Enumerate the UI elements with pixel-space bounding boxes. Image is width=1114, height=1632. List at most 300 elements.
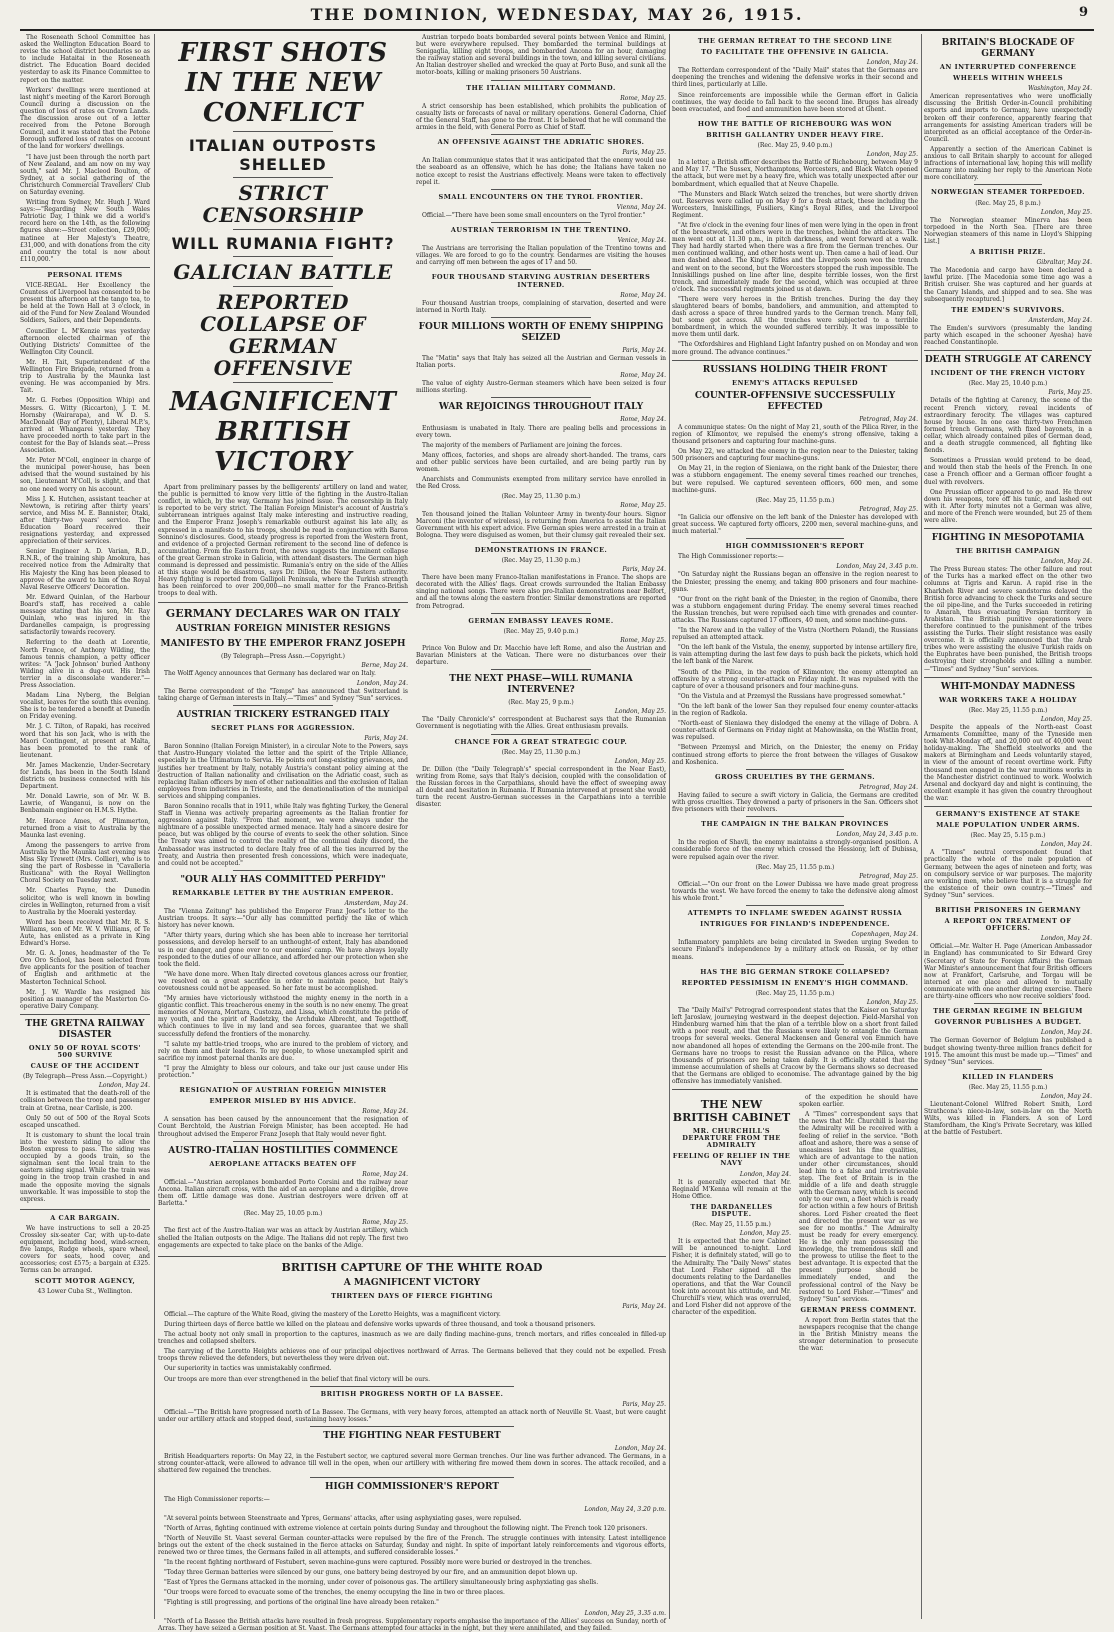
article-paragraph: "I pray the Almighty to bless our colours, and take our just cause under His protection." <box>158 1064 408 1079</box>
article-paragraph: "North-east of Sieniawa they dislodged the enemy at the village of Dobra. A counter-attack of Germans on Friday night at Mahowinska, on the Wistlin front, was repulsed. <box>672 720 918 742</box>
divider <box>491 269 591 270</box>
article-paragraph: Mr. Donald Lawrie, son of Mr. W. B. Lawrie, of Wanganui, is now on the Benbamain engineer on H.M.S. Hythe. <box>20 793 150 815</box>
article-paragraph: Among the passengers to arrive from Australia by the Maunka last evening was Miss Sky Trewett (Mrs. Collier), who is to sing the part of Rosbesse in "Cavalleria Rusticana" with the Royal Wellington Choral Society on Tuesday next. <box>20 841 150 885</box>
dateline: London, May 24. <box>1040 558 1092 566</box>
divider <box>491 317 591 318</box>
received-line: (Rec. May 25, 11.30 p.m.) <box>501 748 581 756</box>
divider <box>672 1089 918 1090</box>
article-paragraph: American representatives who were unofficially discussing the British Order-in-Council prohibiting exports and imports to Germany, have unexpectedly broken off their conference, apparently fearing that arrangements for assisting American traders will be interpreted as an official acceptance of the Order-in-Council. <box>924 93 1092 143</box>
article-paragraph: In the region of Shavli, the enemy maintains a strongly-organised position. A considerable force of the enemy which crossed the Hessiony, left of Dubissa, were repulsed again over the river. <box>672 839 918 861</box>
masthead <box>20 3 1094 31</box>
article-paragraph: Ten thousand joined the Italian Volunteer Army in twenty-four hours. Signor Marconi (the inventor of wireless), is returning from America to assist the Italian Government with his expert advice. Five German spies were arrested in a train at Bologna. They were disguised as women, but their clumsy gait revealed their sex. <box>416 510 666 539</box>
article-paragraph: Mr. G. A. Jones, headmaster of the Te Oro Oro School, has been selected from five applicants for the position of teacher of English and arithmetic at the Masterton Technical School. <box>20 950 150 986</box>
divider <box>233 382 333 383</box>
article-paragraph: It is customary to shunt the local train into the western siding to allow the Boston express to pass. The siding was occupied by a goods train, so the signalman sent the local train to the eastern siding signal. While the train was going in the troop train crashed in and made the opposite moving the signals unworkable. It was impossible to stop the express. <box>20 1131 150 1203</box>
received-line: (Rec. May 25, 11.55 p.m.) <box>692 1221 771 1229</box>
subhead-relief: FEELING OF RELIEF IN THE NAVY <box>672 1152 791 1168</box>
article-paragraph: Having failed to secure a swift victory in Galicia, the Germans are credited with gross cruelties. They drowned a party of prisoners in the San. Officers shot five prisoners with their revolvers. <box>672 791 918 814</box>
article-paragraph: One Prussian officer appeared to go mad. He threw down his weapons, tore off his tunic, and lashed out with it. After forty minutes not a German was alive, and more of the French were wounded, but 25 of them were alive. <box>924 488 1092 524</box>
subhead-pessimism: REPORTED PESSIMISM IN ENEMY'S HIGH COMMAND. <box>681 978 909 987</box>
article-paragraph: Apparently a section of the American Cabinet is anxious to call Britain sharply to account for alleged infractions of international law, hoping this will mollify Germany into making her reply to the American Note more conciliatory. <box>924 145 1092 182</box>
headline-white-road: BRITISH CAPTURE OF THE WHITE ROAD <box>281 1260 543 1274</box>
article-paragraph: A report from Berlin states that the newspapers recognise that the change in the British Ministry means the stronger determination to prosecute the war. <box>799 1316 918 1353</box>
article-paragraph: "North of La Bassee the British attacks have resulted in fresh progress. Supplementary reports emphasise the importance of the Allies' success on Sunday, north of Arras. They have seized a German position at St. Vaast. The Germans attempted four attacks in the night, but they were annihilated, and they failed. <box>158 1617 666 1632</box>
dateline: Venice, May 24. <box>617 237 666 245</box>
headline-next-phase: THE NEXT PHASE—WILL RUMANIA INTERVENE? <box>449 674 633 696</box>
dateline: Rome, May 25. <box>362 1219 408 1227</box>
divider <box>924 806 1092 807</box>
headline-minister-resigns: AUSTRIAN FOREIGN MINISTER RESIGNS <box>175 623 391 634</box>
divider <box>20 1014 150 1015</box>
article-paragraph: of the expedition he should have spoken earlier. <box>799 1094 918 1109</box>
article-paragraph: The majority of the members of Parliament are joining the forces. <box>422 441 623 449</box>
dateline: London, May 24. <box>356 679 408 687</box>
article-paragraph: "In the recent fighting northward of Festubert, seven machine-guns were captured. Possibly more were buried or destroyed in the trenches. <box>164 1559 592 1567</box>
received-line: (Rec. May 25, 11.30 p.m.) <box>501 493 581 501</box>
dateline: Rome, May 25. <box>620 94 666 102</box>
dateline: London, May 24. <box>1040 1029 1092 1037</box>
dateline: Rome, May 25. <box>620 636 666 644</box>
subhead-press-comment: GERMAN PRESS COMMENT. <box>800 1305 917 1314</box>
article-paragraph: "On the left bank of the Vistula, the enemy, supported by intense artillery fire, is vain attempting during the last few days to push back the pickets, which hold the left bank of the Narew. <box>672 644 918 666</box>
dateline: London, May 25. <box>614 708 666 716</box>
received-line: (Rec. May 25, 9.40 p.m.) <box>757 142 833 150</box>
headline-galician: GALICIAN BATTLE <box>173 260 393 284</box>
article-paragraph: Enthusiasm is unabated in Italy. There are pealing bells and processions in every town. <box>416 424 666 439</box>
headline-magnificent-victory: A MAGNIFICENT VICTORY <box>343 1277 481 1288</box>
dateline: London, May 25. <box>614 757 666 765</box>
dateline: Paris, May 24. <box>622 1302 666 1310</box>
headline-sweden: ATTEMPTS TO INFLAME SWEDEN AGAINST RUSSIA <box>687 909 903 918</box>
headline-manifesto: MANIFESTO BY THE EMPEROR FRANZ JOSEPH <box>160 638 406 649</box>
subhead-wheels: WHEELS WITHIN WHEELS <box>952 74 1064 83</box>
subhead-dardanelles: THE DARDANELLES DISPUTE. <box>690 1202 773 1218</box>
headline-rumania: WILL RUMANIA FIGHT? <box>171 234 395 253</box>
received-line: (Rec. May 25, 11.55 p.m.) <box>968 1083 1048 1091</box>
divider <box>974 902 1041 903</box>
article-paragraph: Mr. H. Tait, Superintendent of the Wellington Fire Brigade, returned from a trip to Australia by the Maunka last evening. He was accompanied by Mrs. Tait. <box>20 358 150 395</box>
subhead-cause: CAUSE OF THE ACCIDENT <box>30 1062 140 1071</box>
article-paragraph: "On the Vistula and at Przemysl the Russians have progressed somewhat." <box>678 692 906 700</box>
received-line: (Rec. May 25, 11.55 p.m.) <box>755 989 835 997</box>
subhead-secret-plans: SECRET PLANS FOR AGGRESSION. <box>211 724 355 733</box>
divider <box>233 705 333 706</box>
subhead-gretna: ONLY 50 OF ROYAL SCOTS' 500 SURVIVE <box>28 1043 142 1059</box>
dateline: Berne, May 24. <box>361 661 408 669</box>
divider <box>233 229 333 230</box>
article-paragraph: Official.—"There have been some small encounters on the Tyrol frontier." <box>422 211 646 219</box>
article-paragraph: On May 22, we attacked the enemy in the region near to the Dniester, taking 500 prisoners and capturing four machine-guns. <box>672 448 918 463</box>
article-paragraph: A "Times" neutral correspondent found that practically the whole of the male population of Germany, between the ages of nineteen and forty, was on compulsory service or war purposes. The majority are working men, who believe that it is a struggle for the existence of their own country.—"Times" and Sydney "Sun" services. <box>924 849 1092 899</box>
article-paragraph: The actual booty not only small in proportion to the captures, inasmuch as we are daily finding machine-guns, trench mortars, and rifles concealed in filled-up trenches and collapsed shelters. <box>158 1331 666 1346</box>
article-paragraph: "In the Narew and in the valley of the Vistra (Northern Poland), the Russians repulsed an attempted attack. <box>672 627 918 642</box>
divider <box>491 222 591 223</box>
article-paragraph: "At five o'clock in the evening four lines of men were lying in the open in front of the breastwork, and others were in the trenches, behind the attackers. The men went out at 11.30 p.m., in pitch darkness, and went forward at a walk. They had hardly started when there was a fire from the German trenches. Our men continued walking, and other hosts went up. Then came a hail of lead. Our men dashed ahead. The King's Rifles and the Liverpools soon won the trench and went on to the second, but the Worcesters stopped the rush impossible. The Inniskillings pushed on line after line, despite terrible losses, won the first trench, and immediately made for the second, which was occupied at three o'clock. The successful regiments joined us at dawn. <box>672 221 918 293</box>
received-line: (Rec. May 25, 5.15 p.m.) <box>970 832 1046 840</box>
article-paragraph: The Norwegian steamer Minerva has been torpedoed in the North Sea. [There are three Norwegian steamers of this name in Lloyd's Shipping List.] <box>924 216 1092 245</box>
headline-command: THE ITALIAN MILITARY COMMAND. <box>466 83 616 92</box>
article-paragraph: Official.—"The British have progressed north of La Bassee. The Germans, with very heavy forces, attempted an attack north of Neuville St. Vaast, but were caught under our artillery attack and stopped dead, sustaining heavy losses." <box>158 1408 666 1423</box>
article-paragraph: During thirteen days of fierce battle we killed on the plateau and defensive works upwards of three thousand, and took a thousand prisoners. <box>164 1320 596 1328</box>
dateline: Rome, May 25. <box>620 502 666 510</box>
dateline: Rome, May 24. <box>620 291 666 299</box>
headline-la-bassee: BRITISH PROGRESS NORTH OF LA BASSEE. <box>320 1389 504 1398</box>
headline-resignation: RESIGNATION OF AUSTRIAN FOREIGN MINISTER <box>179 1086 387 1095</box>
article-paragraph: Writing from Sydney, Mr. Hugh J. Ward says:—"Regarding New South Wales Patriotic Day, I think we did a world's record here on the 14th, as the following figures show:—Street collection, £29,000; matinee at Her Majesty's Theatre, £31,000, and with donations from the city and country the total is now about £110,000." <box>20 199 150 263</box>
article-paragraph: Mr. J. C. Tilton, of Rapaki, has received word that his son Jack, who is with the Maori Contingent, at present at Malta, has been promoted to the rank of lieutenant. <box>20 723 150 759</box>
subhead-aeroplane: AEROPLANE ATTACKS BEATEN OFF <box>209 1159 357 1168</box>
article-paragraph: "I salute my battle-tried troops, who are inured to the problem of victory, and rely on them and their leaders. To my people, to whose unexampled spirit and sacrifice my inmost paternal thanks are due. <box>158 1040 408 1062</box>
article-paragraph: Only 50 out of 500 of the Royal Scots escaped unscathed. <box>20 1114 150 1129</box>
divider <box>746 905 844 906</box>
subhead-facilitate: TO FACILITATE THE OFFENSIVE IN GALICIA. <box>701 48 889 57</box>
article-paragraph: It is generally expected that Mr. Reginald M'Kenna will remain at the Home Office. <box>672 1178 791 1200</box>
ad-headline: A CAR BARGAIN. <box>50 1213 120 1222</box>
column-1 <box>20 34 150 1619</box>
article-paragraph: "Fighting is still progressing, and portions of the original line have already been retaken." <box>164 1599 439 1607</box>
article-paragraph: The High Commissioner reports:— <box>164 1496 270 1504</box>
article-paragraph: In a letter, a British officer describes the Battle of Richebourg, between May 9 and May 17. "The Sussex, Northamptons, Worcesters, and Black Watch opened the attack, but were met by a heavy fire, which was totally unexpected after our bombardment, which equalled that at Neuve Chapelle. <box>672 159 918 188</box>
article-paragraph: Workers' dwellings were mentioned at last night's meeting of the Karori Borough Council during a discussion on the question of loss of rates on Crown Lands. The discussion arose out of a letter received from the Petone Borough Council, and it was stated that the Petone Borough suffered loss of rates on account of the land for workers' dwellings. <box>20 86 150 151</box>
received-line: (Rec. May 25, 10.05 p.m.) <box>243 1210 323 1218</box>
headline-collapse: REPORTED COLLAPSE OF GERMAN OFFENSIVE <box>200 290 366 380</box>
dateline: Paris, May 24. <box>622 346 666 354</box>
advertisement <box>20 1209 150 1295</box>
article-paragraph: "Our front on the right bank of the Dniester, in the region of Gnomiba, there was a stubborn engagement during Friday. The enemy several times reached the Russian trenches, but were repulsed each time with grenades and counter-attacks. The Russians captured 17 officers, 40 men, and some machine-guns. <box>672 595 918 624</box>
dateline: Petrograd, May 24. <box>859 783 918 791</box>
divider <box>746 769 844 770</box>
divider <box>924 350 1092 351</box>
dateline: London, May 24. <box>98 1082 150 1090</box>
divider <box>491 134 591 135</box>
article-paragraph: Details of the fighting at Carency, the scene of the recent French victory, reveal incidents of extraordinary ferocity. The villages was captured house by house. In one case thirty-two Frenchmen formed trench Germans, with fixed bayonets, in a cellar, which already contained piles of German dead, and a death struggle commenced, all fighting like fiends. <box>924 397 1092 455</box>
headline-strategic-coup: CHANCE FOR A GREAT STRATEGIC COUP. <box>454 737 628 746</box>
divider <box>233 1141 333 1142</box>
received-line: (Rec. May 25, 11.55 p.m.) <box>755 863 835 871</box>
headline-high-commissioner: HIGH COMMISSIONER'S REPORT <box>325 1482 499 1493</box>
article-paragraph: The "Matin" says that Italy has seized all the Austrian and German vessels in Italian ports. <box>416 355 666 370</box>
divider <box>924 677 1092 678</box>
dateline: London, May 25. <box>866 151 918 159</box>
headline-flanders: KILLED IN FLANDERS <box>962 1072 1054 1081</box>
received-line: (Rec. May 25, 9 p.m.) <box>508 699 574 707</box>
article-paragraph: The value of eighty Austro-German steamers which have been seized is four millions sterling. <box>416 380 666 395</box>
article-paragraph: The Austrians are terrorising the Italian population of the Trentino towns and villages. We are forced to go to the country. Gendarmes are visiting the houses and carrying off men between the ages of 17 and 50. <box>416 245 666 267</box>
dateline: London, May 24, 3.20 p.m. <box>584 1506 666 1514</box>
headline-personal-items: PERSONAL ITEMS <box>47 270 123 279</box>
headline-shipping: FOUR MILLIONS WORTH OF ENEMY SHIPPING SEIZED <box>418 321 664 343</box>
article-paragraph: Official.—Mr. Walter H. Page (American Ambassador in England) has communicated to Sir Edward Grey (Secretary of State for Foreign Affairs) the German War Minister's announcement that four British officers now at Frankfort, Carlsruhe, and Torgau will be interned at one place and allowed to mutually communicate with one another during exercise. There are thirty-nine officers who now receive soldiers' food. <box>924 943 1092 1001</box>
credit-line: (By Telegraph—Press Assn.—Copyright.) <box>23 1073 147 1081</box>
headline-trickery: AUSTRIAN TRICKERY ESTRANGED ITALY <box>176 710 390 721</box>
article-paragraph: "East of Ypres the Germans attacked in the morning, under cover of poisonous gas. The artillery simultaneously bring asphyxiating gas shells. <box>164 1579 599 1587</box>
divider <box>746 964 844 965</box>
article-paragraph: "At several points between Steenstraate and Ypres, Germans' attacks, after using asphyxiating gases, were repulsed. <box>164 1514 522 1522</box>
dateline: London, May 25, 3.35 a.m. <box>584 1609 666 1617</box>
column-divider <box>154 34 155 1619</box>
article-paragraph: "In Galicia our offensive on the left bank of the Dniester has developed with great success. We captured forty officers, 2200 men, several machine-guns, and much material." <box>672 513 918 536</box>
dateline: Paris, May 25. <box>622 149 666 157</box>
headline-embassy: GERMAN EMBASSY LEAVES ROME. <box>468 616 614 625</box>
headline-high-commissioner-2: HIGH COMMISSIONER'S REPORT <box>725 542 865 551</box>
article-paragraph: Mr. Peter M'Coll, engineer in charge of the municipal power-house, has been advised that the wound sustained by his son, Lieutenant M'Coll, is slight, and that no one need worry on his account. <box>20 457 150 493</box>
divider <box>672 360 918 361</box>
dateline: Copenhagen, May 24. <box>851 931 918 939</box>
divider <box>491 734 591 735</box>
column-2-top <box>158 34 666 1252</box>
dateline: Rome, May 24. <box>620 372 666 380</box>
subhead-male-population: MALE POPULATION UNDER ARMS. <box>936 821 1080 830</box>
headline-outposts: ITALIAN OUTPOSTS SHELLED <box>188 136 378 174</box>
article-paragraph: The Wolff Agency announces that Germany has declared war on Italy. <box>164 669 376 677</box>
article-paragraph: On May 21, in the region of Sieniawa, on the right bank of the Dniester, there was a stubborn engagement. The enemy several times reached our trenches, but were repulsed. We captured seventeen officers, 600 men, and some machine-guns. <box>672 465 918 494</box>
column-3 <box>672 34 918 1619</box>
divider <box>233 256 333 257</box>
headline-adriatic: AN OFFENSIVE AGAINST THE ADRIATIC SHORES. <box>437 138 645 147</box>
headline-carency: DEATH STRUGGLE AT CARENCY <box>924 355 1092 366</box>
article-paragraph: "After thirty years, during which she has been able to increase her territorial possessions, and develop herself to an unthought-of extent, Italy has abandoned us in our danger, and gone over to our enemies' camp. We have always loyally responded to the duties of our alliance, and afforded her our protection when she took the field. <box>158 932 408 968</box>
headline-whit-monday: WHIT-MONDAY MADNESS <box>940 681 1076 692</box>
headline-richebourg: HOW THE BATTLE OF RICHEBOURG WAS WON <box>697 119 893 128</box>
dateline: London, May 24, 3.45 p.m. <box>836 831 918 839</box>
dateline: Petrograd, May 25. <box>859 872 918 880</box>
headline-prisoners: BRITISH PRISONERS IN GERMANY <box>935 906 1081 914</box>
article-paragraph: An Italian communique states that it was anticipated that the enemy would use the seaboard as an offensive, which he has done; the Italians have taken no notice except to resist the Austrians effectively. Means were taken to effectively repel it. <box>416 157 666 186</box>
subhead-campaign: THE BRITISH CAMPAIGN <box>955 547 1061 556</box>
dateline: Petrograd, May 25. <box>859 505 918 513</box>
headline-demonstrations: DEMONSTRATIONS IN FRANCE. <box>474 545 608 554</box>
subhead-budget: GOVERNOR PUBLISHES A BUDGET. <box>934 1018 1082 1027</box>
article-paragraph: "On the left bank of the lower San they repulsed four enemy counter-attacks in the region of Radkola. <box>672 702 918 718</box>
subhead-churchill: MR. CHURCHILL'S DEPARTURE FROM THE ADMIRALTY <box>682 1127 781 1150</box>
article-paragraph: Since reinforcements are impossible while the German effort in Galicia continues, the way decide to fall back to the second line. Bruges has already been evacuated, and food and ammunition have been stored at Ghent. <box>672 91 918 113</box>
headline-emden: THE EMDEN'S SURVIVORS. <box>951 305 1065 314</box>
dateline: Paris, May 24. <box>364 735 408 743</box>
article-paragraph: It is estimated that the death-roll of the collision between the troop and passenger train at Gretna, near Carlisle, is 200. <box>20 1090 150 1112</box>
article-paragraph: Councillor L. M'Kenzie was yesterday afternoon elected chairman of the Outlying Districts' Committee of the Wellington City Council. <box>20 327 150 356</box>
headline-russians: RUSSIANS HOLDING THEIR FRONT <box>702 364 888 375</box>
article-paragraph: A communique states: On the night of May 21, south of the Pilica River, in the region of Klimontov, we repulsed the enemy's strong offensive, taking a thousand prisoners and capturing four machine-guns. <box>672 423 918 446</box>
article-paragraph: "North of Arras, fighting continued with extreme violence at certain points during Sunday and throughout the following night. The French took 120 prisoners. <box>164 1524 648 1532</box>
dateline: Vienna, May 24. <box>616 203 666 211</box>
headline-regime: THE GERMAN REGIME IN BELGIUM <box>933 1007 1083 1016</box>
subhead-treatment: A REPORT ON TREATMENT OF OFFICERS. <box>944 917 1072 933</box>
dateline: London, May 24. <box>1040 1092 1092 1100</box>
column-4 <box>924 34 1092 1619</box>
article-paragraph: "We have done more. When Italy directed covetous glances across our frontier, we resolved on a great sacrifice in order to maintain peace, but Italy's covetousness could not be appeased. So her fate must be accomplished. <box>158 970 408 992</box>
divider <box>158 1256 666 1257</box>
divider <box>491 397 591 398</box>
headline-counter-offensive: COUNTER-OFFENSIVE SUCCESSFULLY EFFECTED <box>694 390 896 412</box>
article-paragraph: Mr. Charles Payne, the Dunedin solicitor, who is well known in bowling circles in Wellington, returned from a visit to Australia by the Moeraki yesterday. <box>20 887 150 916</box>
divider <box>233 480 333 481</box>
article-paragraph: Austrian torpedo boats bombarded several points between Venice and Rimini, but were everywhere repulsed. They bombarded the terminal buildings at Senigaglia, killing eight troops, and bombarded Ancona for an hour, damaging the railway station and several buildings in the town, and killing several civilians. An Italian destroyer shelled and wrecked the quay at Porto Buso, and sunk all the motor-boats, killing or making prisoners 50 Austrians. <box>416 34 666 77</box>
dateline: Paris, May 25. <box>1048 389 1092 397</box>
dateline: London, May 25. <box>739 1230 791 1238</box>
article-paragraph: Dr. Dillon (the "Daily Telegraph's" special correspondent in the Near East), writing from Rome, says that Italy's decision, coupled with the consolidation of the Russian forces in the Carpathians, should have the effect of sweeping away all doubt and hesitation in Rumania. If Rumania intervened at present she would turn the recent Austro-German successes in the Carpathians into a terrible disaster. <box>416 765 666 809</box>
credit-line: (By Telegraph—Press Assn.—Copyright.) <box>221 652 345 660</box>
article-paragraph: "Between Przemysl and Mirich, on the Dniester, the enemy on Friday continued strong efforts to pierce the front between the villages of Gusakow and Koshenica. <box>672 744 918 766</box>
banner-headline: FIRST SHOTS IN THE NEW CONFLICT <box>178 38 388 128</box>
dateline: Amsterdam, May 24. <box>344 899 408 907</box>
divider <box>746 538 844 539</box>
headline-gretna: THE GRETNA RAILWAY DISASTER <box>25 1018 145 1040</box>
dateline: London, May 25. <box>1040 208 1092 216</box>
article-paragraph: Many offices, factories, and shops are already short-handed. The trams, cars and other public services have been curtailed, and are being partly run by women. <box>416 451 666 474</box>
divider <box>233 131 333 132</box>
headline-mesopotamia: FIGHTING IN MESOPOTAMIA <box>931 533 1085 544</box>
masthead-title: THE DOMINION, WEDNESDAY, MAY 26, 1915. <box>310 5 804 24</box>
article-paragraph: Mr. J. W. Wardle has resigned his position as manager of the Masterton Co-operative Dairy Company. <box>20 988 150 1010</box>
article-paragraph: There have been many Franco-Italian manifestations in France. The shops are decorated with the Allies' flags. Great crowds surrounded the Italian Embassy singing national songs. There were also pro-Italian demonstrations near Belfort, and all the towns along the eastern frontier. Similar demonstrations are reported from Petrograd. <box>416 574 666 610</box>
article-paragraph: "North of Neuville St. Vaast several German counter-attacks were repulsed by the fire of the French. The struggle continues with intensity. Latest intelligence brings out the extent of the check sustained in the fierce attacks on Saturday, Sunday and night. In spite of important lately reinforcements and vigorous efforts, renewed two or three times, the Germans failed in all attempts, and suffered considerable losses." <box>158 1534 666 1556</box>
article-paragraph: The Rotterdam correspondent of the "Daily Mail" states that the Germans are deepening the trenches and widening the defensive works in their second and third lines, particularly at Lille. <box>672 67 918 89</box>
article-paragraph: The Press Bureau states: The other failure and rout of the Turks has a marked effect on the other two columns at Tigris and Karun. A rapid rise in the Kharkheh River and severe sandstorms delayed the British force advancing to check the Turks and secure the oil pipe-line, and the Turks succeeded in retiring to Amarah, thus evacuating Persian territory in Arabistan. The British punitive operations were therefore continued to the punishment of the tribes assisting the Turks. Their slight resistance was easily overcome. It is officially announced that the Arab tribes who were assisting the elusive Turkish raids on the Euphrates have been punished, the British troops destroying their strongholds and killing a number.—"Times" and Sydney "Sun" services. <box>924 566 1092 673</box>
divider <box>974 1003 1041 1004</box>
divider <box>491 613 591 614</box>
ad-text: We have instructions to sell a 20-25 Crossley six-seater Car, with up-to-date equipment, including hood, wind-screen, five lamps, Rudge wheels, spare wheel, covers for seats, hood cover, and accessories; cost £575; a bargain at £325. Terms can be arranged. <box>20 1224 150 1275</box>
article-paragraph: The High Commissioner reports:— <box>678 553 784 561</box>
article-paragraph: Miss J. K. Hutchen, assistant teacher at Newtown, is retiring after thirty years' service, and Miss M. E. Bannister, Otaki, after thirty-two years' service. The Education Board received their resignations yesterday, and expressed appreciation of their services. <box>20 495 150 546</box>
article-paragraph: Anarchists and Communists exempted from military service have enrolled in the Red Cross. <box>416 476 666 491</box>
article-paragraph: British Headquarters reports: On May 22, in the Festubert sector, we captured several more German trenches. Our line was further advanced. The Germans, in a strong counter-attack, were allowed to advance till well in the open, when our artillery with withering fire mowed them down in scores. The attack recoiled, and a shattered few regained the trenches. <box>158 1453 666 1475</box>
subhead-incident: INCIDENT OF THE FRENCH VICTORY <box>930 369 1086 378</box>
article-paragraph: "Today three German batteries were silenced by our guns, one battery being destroyed by our fire, and an ammunition depot blown up. <box>164 1569 578 1577</box>
headline-deserters: FOUR THOUSAND STARVING AUSTRIAN DESERTERS INTERNED. <box>431 273 651 289</box>
headline-victory: MAGNIFICENT BRITISH VICTORY <box>169 387 397 477</box>
dateline: London, May 24. <box>739 1170 791 1178</box>
article-paragraph: "The Munsters and Black Watch seized the trenches, but were shortly driven out. Reserves were called up on May 9 for a fresh attack, these including the Worcesters, Inniskillings, Fusiliers, King's Royal Rifles, and the Liverpool Regiment. <box>672 190 918 219</box>
article-paragraph: Official.—"Austrian aeroplanes bombarded Porto Corsini and the railway near Ancona. Italian aircraft cross, with the aid of an aeroplane and a dirigible, drove them off. Little damage was done. Austrian destroyers were driven off at Barletta." <box>158 1178 408 1208</box>
cabinet-left <box>672 1094 791 1355</box>
article-paragraph: The "Daily Mail's" Petrograd correspondent states that the Kaiser on Saturday left Jaroslaw, journeying westward in the deepest dejection. Field-Marshal von Hindenburg warned him that the plan of a terrible blow on a short front failed with a poor result, and that the Russians were likely to entangle the German troops for several weeks. General Mackensen and General von Emmich have now abandoned all hopes of extending the Germans on the 200-mile front. The Germans have no troops to resist the Russian advance on the Pilica, where thousands of prisoners are being taken daily. It is officially stated that the immense accumulation of shells at Cracow by the Germans shows so decreased that the Germans are obliged to economise. The advantage gained by the big offensive has immediately vanished. <box>672 1007 918 1085</box>
subhead-repulsed: ENEMY'S ATTACKS REPULSED <box>732 378 858 387</box>
divider <box>233 870 333 871</box>
article-paragraph: Four thousand Austrian troops, complaining of starvation, deserted and were interned in North Italy. <box>416 299 666 314</box>
received-line: (Rec. May 25, 11.30 p.m.) <box>501 556 581 564</box>
article-paragraph: The "Vienna Zeitung" has published the Emperor Franz Josef's letter to the Austrian troops. It says:—"Our ally has committed perfidy the like of which history has never known. <box>158 908 408 930</box>
article-paragraph: Despite the appeals of the North-east Coast Armaments Committee, many of the Tyneside men took Whit-Monday off, and 20,000 out of 40,000 went holiday-making. The Sheffield steelworks and the makers at Birmingham and Leeds voluntarily stayed, in view of the amount of recent overtime work. Fifty thousand men engaged in the war munitions works in the Manchester district continued to work. Woolwich Arsenal and dockyard day and night is continuing, the excellent example it has given the country throughout the war. <box>924 723 1092 802</box>
headline-perfidy: "OUR ALLY HAS COMMITTED PERFIDY" <box>180 874 386 885</box>
subhead-letter: REMARKABLE LETTER BY THE AUSTRIAN EMPEROR. <box>172 888 394 897</box>
article-paragraph: The German Governor of Belgium has published a budget showing twenty-three million francs deficit for 1915. The amount this must be made up.—"Times" and Sydney "Sun" services. <box>924 1037 1092 1066</box>
article-paragraph: The Macedonia and cargo have been declared a lawful prize. [The Macedonia some time ago was a British cruiser. She was captured and her guards at the Canary Islands, and shipped and to sea. She was subsequently recaptured.] <box>924 267 1092 303</box>
ad-address: 43 Lower Cuba St., Wellington. <box>37 1287 133 1295</box>
divider <box>20 267 150 268</box>
headline-tyrol: SMALL ENCOUNTERS ON THE TYROL FRONTIER. <box>438 192 644 201</box>
article-paragraph: The first act of the Austro-Italian war was an attack by Austrian artillery, which shelled the Italian outposts on the Adige. The Italians did not reply. The first two engagements are expected to take place on the banks of the Adige. <box>158 1227 408 1249</box>
received-line: (Rec. May 25, 11.55 p.m.) <box>755 496 835 504</box>
article-paragraph: Mr. G. Forbes (Opposition Whip) and Messrs. G. Witty (Riccarton), J. T. M. Hornsby (Wairarapa), and W. D. S. MacDonald (Bay of Plenty), Liberal M.P.'s, arrived at Whangarei yesterday. They have proceeded north to take part in the contest for the Bay of Islands seat.—Press Association. <box>20 397 150 455</box>
article-paragraph: The carrying of the Loretto Heights achieves one of our principal objectives northward of Arras. The Germans believed that they could not be expelled. Fresh troops threw relieved the defenders, but nevertheless they were driven out. <box>158 1348 666 1363</box>
divider <box>974 1069 1041 1070</box>
headline-balkan: THE CAMPAIGN IN THE BALKAN PROVINCES <box>701 820 889 829</box>
article-paragraph: Sometimes a Prussian would pretend to be dead, and would then stab the heels of the French. In one case a French officer and a German officer fought a duel with revolvers. <box>924 457 1092 486</box>
cabinet-section <box>672 1094 918 1355</box>
article-paragraph: Word has been received that Mr. R. S. Williams, son of Mr. W. V. Williams, of Te Aute, has enlisted as a private in King Edward's Horse. <box>20 918 150 948</box>
received-line: (Rec. May 25, 8 p.m.) <box>975 199 1041 207</box>
subhead-misled: EMPEROR MISLED BY HIS ADVICE. <box>209 1097 357 1106</box>
divider <box>310 1386 513 1387</box>
subhead-gallantry: BRITISH GALLANTRY UNDER HEAVY FIRE. <box>706 130 884 139</box>
headline-censorship: STRICT CENSORSHIP <box>202 181 364 227</box>
divider <box>233 286 333 287</box>
dateline: London, May 24. <box>1040 935 1092 943</box>
dateline: London, May 24, 3.45 p.m. <box>836 563 918 571</box>
dateline: Rome, May 24. <box>620 416 666 424</box>
divider <box>233 1082 333 1083</box>
headline-new-cabinet: THE NEW BRITISH CABINET <box>672 1098 791 1125</box>
divider <box>491 80 591 81</box>
article-paragraph: "On Saturday night the Russians began an offensive in the region nearest to the Dniester, pressing the enemy, and taking 800 prisoners and four machine-guns. <box>672 571 918 593</box>
subhead-intrigues: INTRIGUES FOR FINLAND'S INDEPENDENCE. <box>700 920 890 929</box>
article-paragraph: The Roseneath School Committee has asked the Wellington Education Board to revise the school district boundaries so as to include Hataitai in the Roseneath district. The Education Board decided yesterday to ask its Finance Committee to report on the matter. <box>20 34 150 84</box>
article-paragraph: "There were very heroes in the British trenches. During the day they slaughtered bears of bombs, bandoliers, and ammunition, and attempted to dash across a space of three hundred yards to the German trench. Many fell, but some got across. All the trenches were subjected to a terrible bombardment, in which the wounded suffered terribly. It was impossible to move them until dark. <box>672 295 918 339</box>
article-paragraph: Prince Von Bulow and Dr. Macchio have left Rome, and also the Austrian and Bavarian Ministers at the Vatican. There were no disturbances over their departure. <box>416 644 666 667</box>
article-paragraph: A strict censorship has been established, which prohibits the publication of casualty lists or forecasts of naval or military operations. General Cadorna, Chief of the General Staff, has gone to the front. It is believed that he will command the armies in the field, with General Porro as Chief of Staff. <box>416 102 666 132</box>
dateline: Amsterdam, May 24. <box>1028 316 1092 324</box>
headline-germany-war: GERMANY DECLARES WAR ON ITALY <box>165 606 401 620</box>
article-paragraph: Official.—The capture of the White Road, giving the mastery of the Loretto Heights, was a magnificent victory. <box>164 1310 501 1318</box>
received-line: (Rec. May 25, 11.55 p.m.) <box>968 706 1048 714</box>
dateline: Rome, May 24. <box>362 1108 408 1116</box>
headline-blockade: BRITAIN'S BLOCKADE OF GERMANY <box>941 38 1075 59</box>
column-divider <box>921 34 922 1619</box>
subhead-thirteen-days: THIRTEEN DAYS OF FIERCE FIGHTING <box>331 1291 493 1300</box>
subhead-conference: AN INTERRUPTED CONFERENCE <box>939 63 1077 71</box>
article-paragraph: VICE-REGAL. Her Excellency the Countess of Liverpool has consented to be present this afternoon at the tango tea, to be held at the Town Hall at 3 o'clock, in aid of the Fund for New Zealand Wounded Soldiers, Sailors, and their Dependents. <box>20 282 150 325</box>
dateline: Petrograd, May 24. <box>859 415 918 423</box>
dateline: London, May 25. <box>866 998 918 1006</box>
divider <box>158 602 408 603</box>
column-2-right <box>416 34 666 1252</box>
article-paragraph: Senior Engineer A. D. Varian, R.D., R.N.R., of the training ship Amokura, has received notice from the Admiralty that His Majesty the King has been pleased to approve of the award to him of the Royal Naval Reserve Officers' Decoration. <box>20 548 150 591</box>
article-paragraph: Inflammatory pamphlets are being circulated in Sweden urging Sweden to secure Finland's independence by a military attack on Russia, or by other means. <box>672 939 918 961</box>
dateline: Rome, May 24. <box>362 1170 408 1178</box>
divider <box>491 189 591 190</box>
article-paragraph: "I have just been through the north part of New Zealand, and am now on my way south," said Mr. J. Macleod Boulton, of Sydney, at a social gathering of the Christchurch Commercial Travellers' Club on Saturday evening. <box>20 153 150 196</box>
divider <box>974 184 1041 185</box>
article-paragraph: "Our troops were forced to evacuate some of the trenches, the enemy occupying the line in two or three places. <box>164 1589 505 1597</box>
received-line: (Rec. May 25, 9.40 p.m.) <box>503 627 579 635</box>
article-paragraph: Mr. James Mackenzie, Under-Secretary for Lands, has been in the South Island districts on business connected with his Department. <box>20 761 150 791</box>
cabinet-right <box>799 1094 918 1355</box>
headline-hostilities: AUSTRO-ITALIAN HOSTILITIES COMMENCE <box>168 1145 398 1156</box>
headline-collapsed: HAS THE BIG GERMAN STROKE COLLAPSED? <box>700 967 890 976</box>
received-line: (Rec. May 25, 10.40 p.m.) <box>968 380 1048 388</box>
article-paragraph: It is expected that the new Cabinet will be announced to-night. Lord Fisher, it is definitely stated, will go to the Admiralty. The "Daily News" states that Lord Fisher signed all the documents relating to the Dardanelles operations, and that the War Council took into account his attitude, and Mr. Churchill's view, which was overruled, and Lord Fisher did not approve of the character of the expedition. <box>672 1238 791 1317</box>
dateline: Paris, May 24. <box>622 566 666 574</box>
article-paragraph: Baron Sonnino recalls that in 1911, while Italy was fighting Turkey, the General Staff in Vienna was actively preparing agreements as the Italian frontier for aggression against Italy. "From that moment, we were always under the nightmare of a possible unexpected armed menace. Italy had a sincere desire for peace, but was obliged by the course of events to seek the other solution. Since the Treaty was aimed to control the reality of the continual daily discord, the Ambassador was instructed to declare Italy free of all the ties incurred by the Treaty, and Austria then presented fresh concessions, which were inadequate, and could not be accepted." <box>158 803 408 867</box>
headline-cruelties: GROSS CRUELTIES BY THE GERMANS. <box>715 772 875 781</box>
article-paragraph: Baron Sonnino (Italian Foreign Minister), in a circular Note to the Powers, says that Austro-Hungary violated the letter and the spirit of the Triple Alliance, especially in the Ultimatum to Servia. He points out long-existing grievances, and justifies her treatment by Italy, notably Austria's constant policy aiming at the destruction of Italian nationality and civilisation on the Adriatic coast, such as replacing Italian officers by men of other nationalities and the exclusion of Italian employees from industries in Trieste, and the denationalisation of the municipal services and shipping companies. <box>158 743 408 800</box>
article-paragraph: The "Daily Chronicle's" correspondent at Bucharest says that the Rumanian Government is negotiating with the Allies. Great enthusiasm prevails. <box>416 716 666 731</box>
dateline: Washington, May 24. <box>1027 85 1092 93</box>
headline-rejoicings: WAR REJOICINGS THROUGHOUT ITALY <box>438 402 644 413</box>
dateline: London, May 24. <box>1040 841 1092 849</box>
article-paragraph: A sensation has been caused by the announcement that the resignation of Count Berchtold, the Austrian Foreign Minister, has been accepted. He had throughout advised the Emperor Franz Joseph that Italy would never fight. <box>158 1116 408 1138</box>
lead-paragraph: Apart from preliminary passes by the belligerents' artillery on land and water, the public is permitted to know very little of the fighting in the Austro-Italian conflict, in which, by the way, Germany has joined issue. The censorship in Italy is reported to be very strict. The Italian Foreign Minister's account of Austria's subterranean intrigues against Italy make interesting and instructive reading, and the Emperor Franz Joseph's remarkable outburst against his late ally, as expressed in a manifesto to his troops, should be read in conjunction with Baron Sonnino's disclosures. Good, steady progress is reported from the Western front, and evidence of a projected German retirement to the second line of defence is accumulating. From the Eastern front, the news suggests the imminent collapse of the great German stroke in Galicia, with attendant disasters. The German high command is depressed and pessimistic. Rumania's entry on the side of the Allies at this stage would be disastrous, says Dr. Dillon, the Near Eastern authority. Heavy fighting is reported from Gallipoli Peninsula, where the Turkish strength has been reinforced to over 200,000—no small matter for the Franco-British troops to deal with. <box>158 484 408 598</box>
article-paragraph: "South of the Pilica, in the region of Klimontov, the enemy attempted an offensive by a strong counter-attack on Friday night. It was repulsed with the capture of over a thousand prisoners and four machine-guns. <box>672 668 918 690</box>
column-2 <box>158 34 666 1632</box>
ad-agency: SCOTT MOTOR AGENCY, <box>34 1276 136 1285</box>
article-paragraph: Mr. Horace Ames, of Plimmerton, returned from a visit to Australia by the Maunka last evening. <box>20 817 150 839</box>
article-paragraph: A "Times" correspondent says that the news that Mr. Churchill is leaving the Admiralty will be received with a feeling of relief in the service. "Both afloat and ashore, there was a sense of uneasiness lest his fine qualities, which are of advantage to the nation under other circumstances, should lead him to a false and irretrievable step. The feet of Britain is in the middle of a life and death struggle with the German navy, which is second only to our own, a fleet which is ready for action within a few hours of British shores. Lord Fisher created the fleet and directed the present war as we see for no months." The Admiralty must be ready for every emergency. He is the only man possessing the knowledge, the tremendous skill and the prowess to utilise the fleet to the best advantage. It is expected that the present purpose should be immediately ended, and the professional control of the Navy be restored to Lord Fisher.—"Times" and Sydney "Sun" services. <box>799 1111 918 1303</box>
dateline: London, May 24. <box>614 1445 666 1452</box>
divider <box>233 177 333 178</box>
divider <box>310 1426 513 1427</box>
headline-festubert: THE FIGHTING NEAR FESTUBERT <box>323 1431 501 1441</box>
